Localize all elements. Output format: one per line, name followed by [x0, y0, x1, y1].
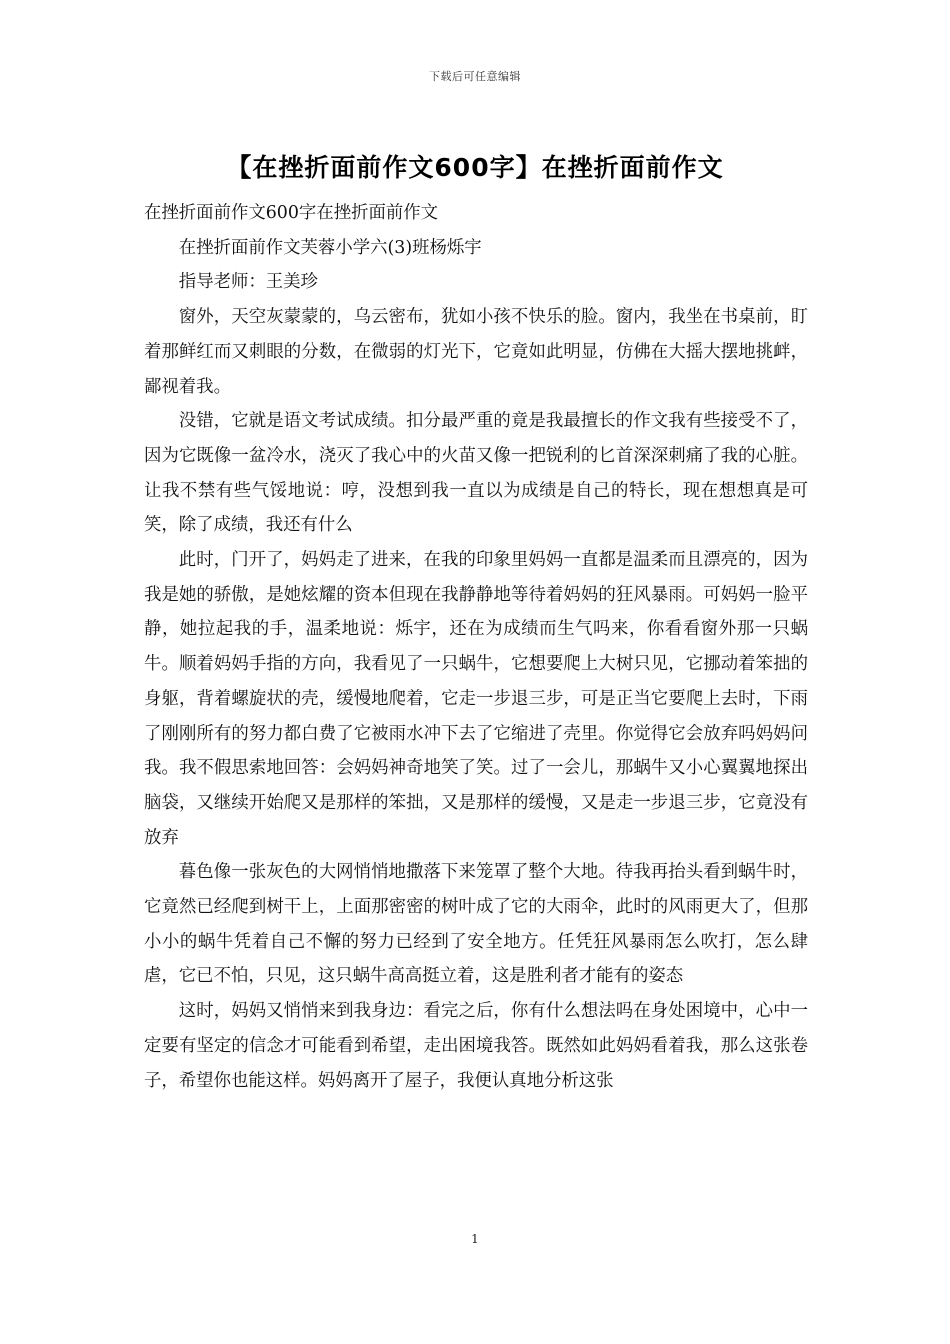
- header-note: 下载后可任意编辑: [429, 70, 521, 83]
- paragraph: 窗外，天空灰蒙蒙的，乌云密布，犹如小孩不快乐的脸。窗内，我坐在书桌前，盯着那鲜红而又刺眼的分数，在微弱的灯光下，它竟如此明显，仿佛在大摇大摆地挑衅，鄙视着我。: [144, 307, 808, 397]
- paragraph-teacher: 指导老师：王美珍: [178, 272, 318, 293]
- page-number: 1: [471, 1232, 479, 1246]
- document-title: 【在挫折面前作文600字】在挫折面前作文: [226, 153, 724, 182]
- paragraph: 此时，门开了，妈妈走了进来，在我的印象里妈妈一直都是温柔而且漂亮的，因为我是她的骄傲，是她炫耀的资本但现在我静静地等待着妈妈的狂风暴雨。可妈妈一脸平静，她拉起我的手，温柔地说：烁宇，还在为成绩而生气吗来，你看看窗外那一只蜗牛。顺着妈妈手指的方向，我看见了一只蜗牛，它想要爬上大树只见，它挪动着笨拙的身躯，背着螺旋状的壳，缓慢地爬着，它走一步退三步，可是正当它要爬上去时，下雨了刚刚所有的努力都白费了它被雨水冲下去了它缩进了壳里。你觉得它会放弃吗妈妈问我。我不假思索地回答：会妈妈神奇地笑了笑。过了一会儿，那蜗牛又小心翼翼地探出脑袋，又继续开始爬又是那样的笨拙，又是那样的缓慢，又是走一步退三步，它竟没有放弃: [144, 550, 808, 848]
- paragraph-subtitle: 在挫折面前作文600字在挫折面前作文: [144, 203, 439, 223]
- paragraph: 暮色像一张灰色的大网悄悄地撒落下来笼罩了整个大地。待我再抬头看到蜗牛时，它竟然已经爬到树干上，上面那密密的树叶成了它的大雨伞，此时的风雨更大了，但那小小的蜗牛凭着自己不懈的努力已经到了安全地方。任凭狂风暴雨怎么吹打，怎么肆虐，它已不怕，只见，这只蜗牛高高挺立着，这是胜利者才能有的姿态: [144, 862, 808, 987]
- paragraph: 这时，妈妈又悄悄来到我身边：看完之后，你有什么想法吗在身处困境中，心中一定要有坚定的信念才可能看到希望，走出困境我答。既然如此妈妈看着我，那么这张卷子，希望你也能这样。妈妈离开了屋子，我便认真地分析这张: [144, 1001, 808, 1091]
- document-body: [144, 196, 808, 1098]
- paragraph: 没错，它就是语文考试成绩。扣分最严重的竟是我最擅长的作文我有些接受不了，因为它既像一盆冷水，浇灭了我心中的火苗又像一把锐利的匕首深深刺痛了我的心脏。让我不禁有些气馁地说：哼，没想到我一直以为成绩是自己的特长，现在想想真是可笑，除了成绩，我还有什么: [144, 411, 808, 536]
- paragraph-author: 在挫折面前作文芙蓉小学六(3)班杨烁宇: [178, 237, 482, 258]
